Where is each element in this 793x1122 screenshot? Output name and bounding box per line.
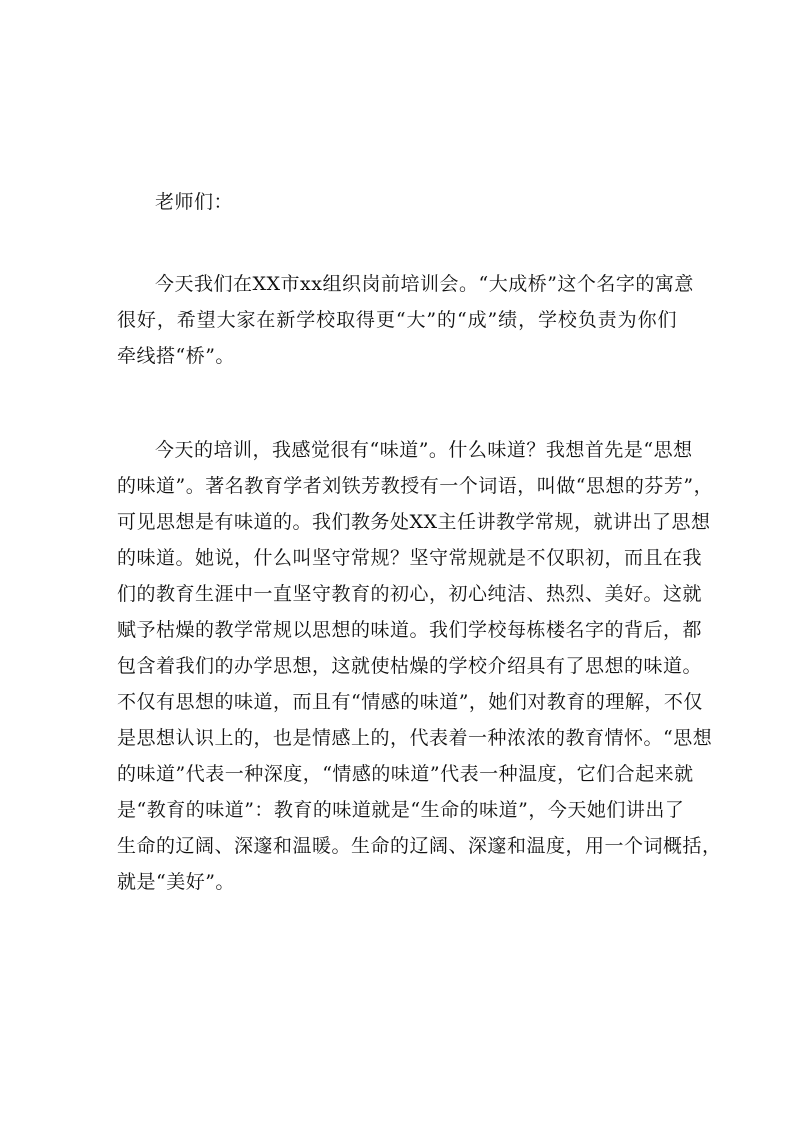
paragraph-line: 生命的辽阔、深邃和温暖。生命的辽阔、深邃和温度，用一个词概括， — [117, 835, 722, 857]
paragraph-line: 牵线搭“桥”。 — [117, 345, 235, 367]
paragraph-line: 的味道。她说，什么叫坚守常规？坚守常规就是不仅职初，而且在我 — [117, 547, 703, 569]
paragraph-line: 不仅有思想的味道，而且有“情感的味道”，她们对教育的理解，不仅 — [117, 691, 703, 713]
paragraph-line: 很好，希望大家在新学校取得更“大”的“成”绩，学校负责为你们 — [117, 309, 677, 331]
paragraph-1 — [117, 266, 694, 374]
paragraph-line: 们的教育生涯中一直坚守教育的初心，初心纯洁、热烈、美好。这就 — [117, 583, 703, 605]
salutation-text: 老师们： — [155, 191, 234, 213]
paragraph-2 — [117, 432, 722, 900]
paragraph-line: 是思想认识上的，也是情感上的，代表着一种浓浓的教育情怀。“思想 — [117, 727, 713, 749]
paragraph-line: 的味道”代表一种深度，“情感的味道”代表一种温度，它们合起来就 — [117, 763, 694, 785]
paragraph-line: 赋予枯燥的教学常规以思想的味道。我们学校每栋楼名字的背后，都 — [117, 619, 703, 641]
paragraph-line: 包含着我们的办学思想，这就使枯燥的学校介绍具有了思想的味道。 — [117, 655, 703, 677]
paragraph-line: 就是“美好”。 — [117, 871, 235, 893]
salutation — [117, 184, 677, 220]
paragraph-line: 今天的培训，我感觉很有“味道”。什么味道？我想首先是“思想 — [155, 439, 693, 461]
paragraph-line: 可见思想是有味道的。我们教务处XX主任讲教学常规，就讲出了思想 — [117, 511, 711, 533]
paragraph-line: 今天我们在XX市xx组织岗前培训会。“大成桥”这个名字的寓意 — [155, 273, 694, 295]
paragraph-line: 是“教育的味道”：教育的味道就是“生命的味道”，今天她们讲出了 — [117, 799, 685, 821]
paragraph-line: 的味道”。著名教育学者刘铁芳教授有一个词语，叫做“思想的芬芳”， — [117, 475, 714, 497]
